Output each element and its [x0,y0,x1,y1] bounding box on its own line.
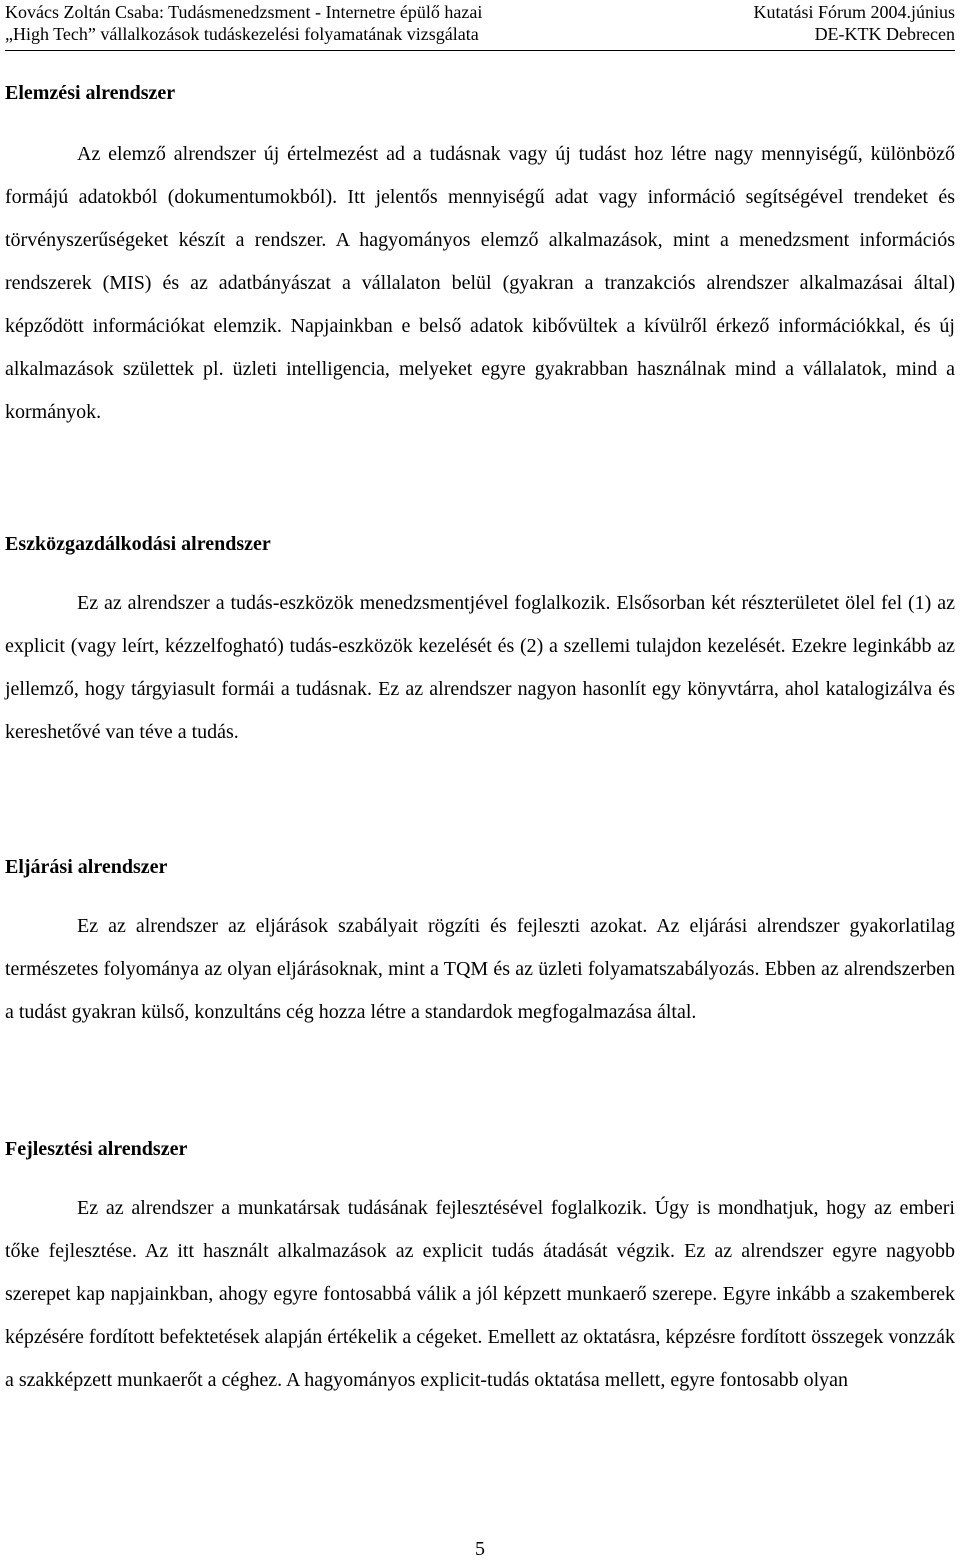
section-paragraph: Ez az alrendszer az eljárások szabályait rögzíti és fejleszti azokat. Az eljárási alrendszer gyakorlatilag természetes folyománya az olyan eljárásoknak, mint a TQM és az üzleti folyamatszabályozás. Ebben az alrendszerben a tudást gyakran külső, konzultáns cég hozza létre a standardok megfogalmazása által. [5,915,955,1023]
header-location: DE-KTK Debrecen [814,24,955,44]
section-eszkozgazdalkodasi [5,532,955,754]
section-heading: Eljárási alrendszer [5,856,168,878]
section-paragraph: Ez az alrendszer a tudás-eszközök menedzsmentjével foglalkozik. Elsősorban két részterületet ölel fel (1) az explicit (vagy leírt, kézzelfogható) tudás-eszközök kezelését és (2) a szellemi tulajdon kezelését. Ezekre leginkább az jellemző, hogy tárgyiasult formái a tudásnak. Ez az alrendszer nagyon hasonlít egy könyvtárra, ahol katalogizálva és kereshetővé van téve a tudás. [5,592,955,743]
section-heading: Elemzési alrendszer [5,82,176,104]
section-paragraph: Ez az alrendszer a munkatársak tudásának fejlesztésével foglalkozik. Úgy is mondhatjuk, hogy az emberi tőke fejlesztése. Az itt használt alkalmazások az explicit tudás átadását végzik. Ez az alrendszer egyre nagyobb szerepet kap napjainkban, ahogy egyre fontosabbá válik a jól képzett munkaerő szerepe. Egyre inkább a szakemberek képzésére fordított befektetések alapján értékelik a cégeket. Emellett az oktatásra, képzésre fordított összegek vonzzák a szakképzett munkaerőt a céghez. A hagyományos explicit-tudás oktatása mellett, egyre fontosabb olyan [5,1197,955,1391]
header-event: Kutatási Fórum 2004.június [753,2,955,22]
page-header [5,0,955,51]
header-author-title: Kovács Zoltán Csaba: Tudásmenedzsment - Internetre épülő hazai [5,2,483,22]
header-subtitle: „High Tech” vállalkozások tudáskezelési folyamatának vizsgálata [5,24,479,44]
header-left [5,1,482,45]
page-number: 5 [475,1538,485,1560]
section-heading: Eszközgazdálkodási alrendszer [5,533,271,555]
section-elemzesi [5,81,955,434]
section-paragraph: Az elemző alrendszer új értelmezést ad a tudásnak vagy új tudást hoz létre nagy mennyiségű, különböző formájú adatokból (dokumentumokból). Itt jelentős mennyiségű adat vagy információ segítségével trendeket és törvényszerűségeket készít a rendszer. A hagyományos elemző alkalmazások, mint a menedzsment információs rendszerek (MIS) és az adatbányászat a vállalaton belül (gyakran a tranzakciós alrendszer alkalmazásai által) képződött információkat elemzik. Napjainkban e belső adatok kibővültek a kívülről érkező információkkal, és új alkalmazások születtek pl. üzleti intelligencia, melyeket egyre gyakrabban használnak mind a vállalatok, mind a kormányok. [5,143,955,423]
section-heading: Fejlesztési alrendszer [5,1138,188,1160]
header-right [754,1,956,45]
section-fejlesztesi [5,1137,955,1402]
section-eljarasi [5,855,955,1034]
